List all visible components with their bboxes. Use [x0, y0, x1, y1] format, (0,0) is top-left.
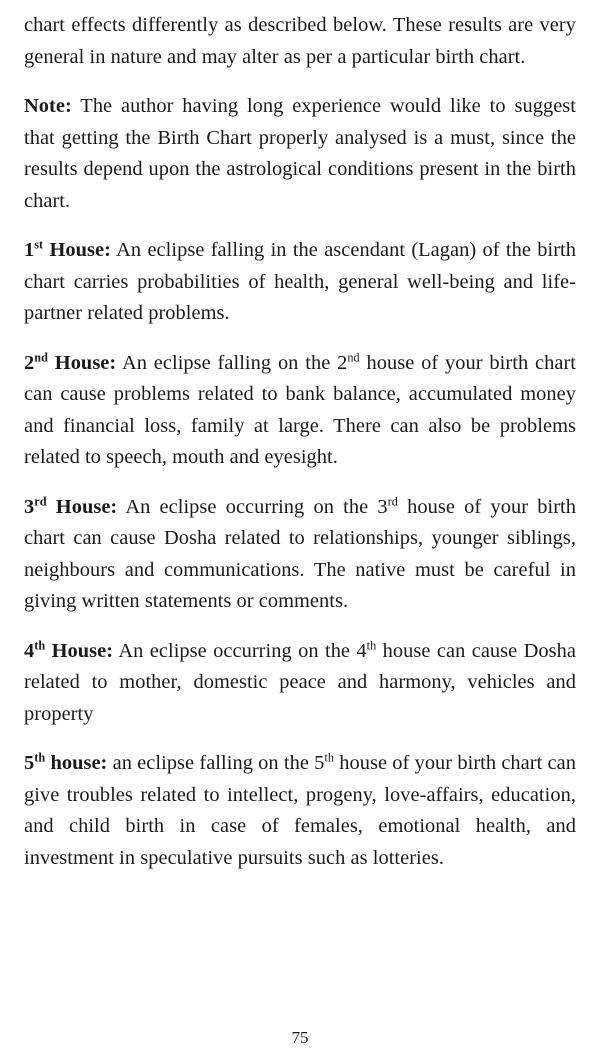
ordinal-suffix: th — [366, 638, 377, 653]
paragraph-lead — [24, 640, 113, 662]
house-label: House: — [47, 351, 117, 374]
paragraph-text: house of your birth chart can cause problems related to bank balance, accumulated money and financial loss, family at large. There can also be problems related to speech, mouth and eyesight. — [24, 351, 577, 468]
house-number: 4 — [24, 639, 35, 662]
ordinal-suffix: st — [34, 237, 44, 252]
paragraph-text: An eclipse occurring on the 4 — [113, 639, 367, 662]
paragraph-house-1 — [24, 235, 576, 330]
house-label: House: — [46, 495, 118, 518]
ordinal-suffix: th — [324, 750, 335, 765]
paragraph-text: The author having long experience would like to suggest that getting the Birth Chart properly analysed is a must, since the results depend upon the astrological conditions present in the birth chart. — [24, 95, 576, 212]
paragraph-house-5 — [24, 748, 576, 874]
paragraph-text: An eclipse occurring on the 3 — [117, 495, 388, 518]
paragraph-note — [24, 91, 576, 217]
paragraph-lead — [24, 239, 111, 261]
paragraph-house-2 — [24, 348, 576, 474]
ordinal-suffix: rd — [34, 494, 47, 509]
house-number: 1 — [24, 239, 35, 261]
house-label: House: — [45, 639, 114, 662]
ordinal-suffix: th — [34, 750, 46, 765]
ordinal-suffix: rd — [387, 494, 398, 509]
paragraph-house-4 — [24, 636, 576, 731]
paragraph-lead — [24, 752, 107, 774]
ordinal-suffix: nd — [347, 350, 360, 365]
paragraph-lead: Note: — [24, 95, 72, 117]
house-number: 2 — [24, 351, 35, 374]
paragraph-house-3 — [24, 492, 576, 618]
paragraph-text: an eclipse falling on the 5 — [107, 752, 325, 774]
house-number: 5 — [24, 752, 35, 774]
paragraph-lead — [24, 496, 117, 518]
house-number: 3 — [24, 495, 35, 518]
paragraph-lead — [24, 352, 116, 374]
ordinal-suffix: th — [34, 638, 46, 653]
page-body — [24, 10, 576, 874]
paragraph-text: chart effects differently as described below. These results are very general in nature and may alter as per a particular birth chart. — [24, 14, 576, 68]
house-label: house: — [45, 752, 108, 774]
paragraph-text: house of your birth chart can cause Dosha related to relationships, younger siblings, neighbours and communications. The native must be careful in giving written statements or comments. — [24, 495, 576, 612]
house-label: House: — [43, 239, 111, 261]
paragraph-text: house of your birth chart can give troubles related to intellect, progeny, love-affairs, education, and child birth in case of females, emotional health, and investment in speculative pursuits such as lotteries. — [24, 752, 576, 869]
paragraph-text: house can cause Dosha related to mother, domestic peace and harmony, vehicles and property — [24, 639, 576, 725]
page-number: 75 — [291, 1028, 309, 1047]
paragraph-text: An eclipse falling in the ascendant (Lagan) of the birth chart carries probabilities of health, general well-being and life-partner related problems. — [24, 239, 576, 324]
ordinal-suffix: nd — [34, 350, 48, 365]
paragraph-intro — [24, 10, 576, 73]
paragraph-text: An eclipse falling on the 2 — [116, 351, 348, 374]
